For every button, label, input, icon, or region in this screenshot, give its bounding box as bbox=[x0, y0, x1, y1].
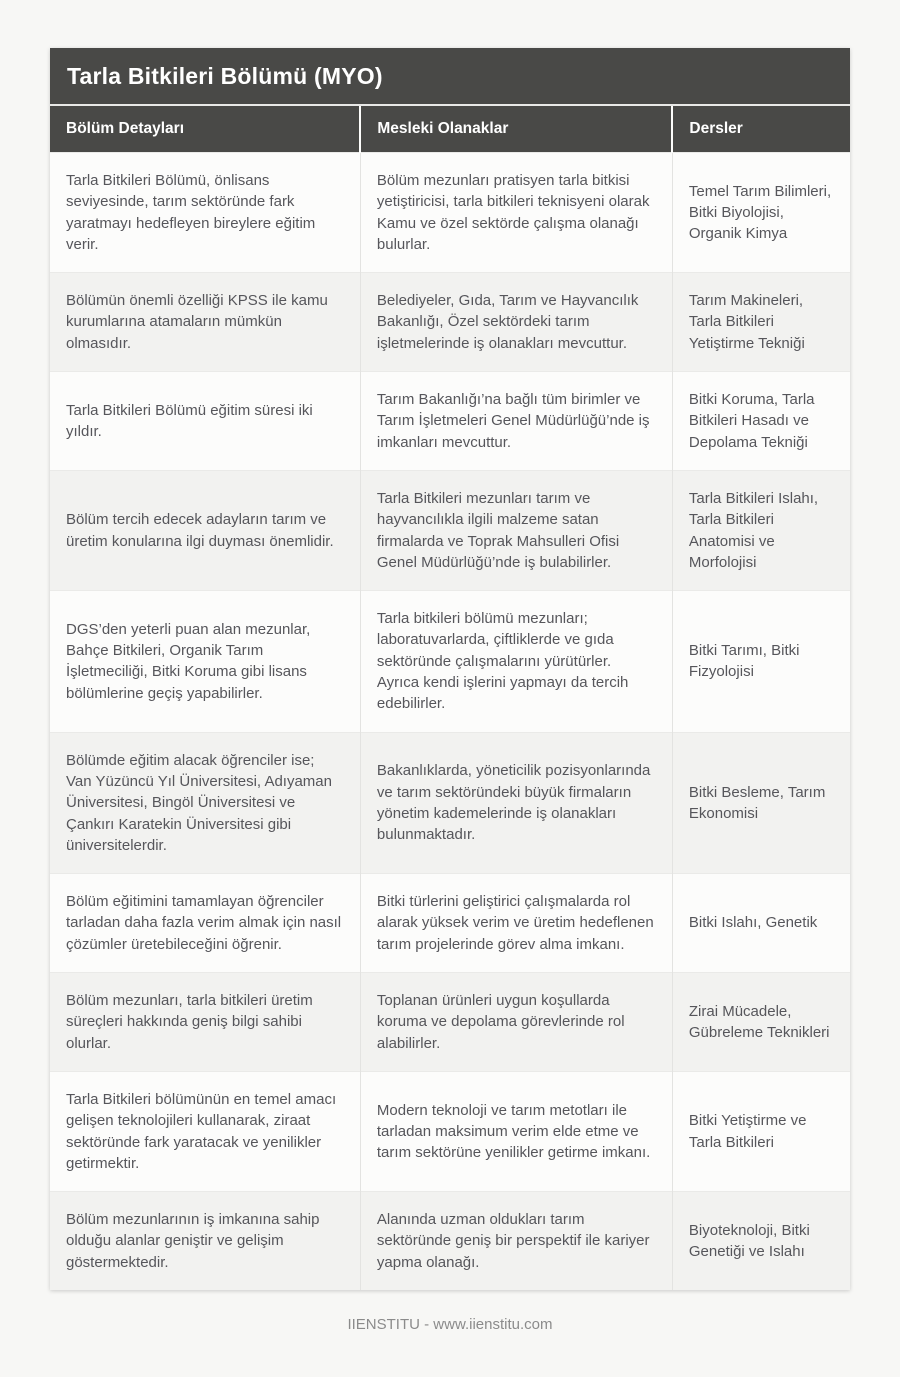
table-row bbox=[50, 470, 850, 590]
cell-bolum-detaylari: Tarla Bitkileri Bölümü, önlisans seviyesinde, tarım sektöründe fark yaratmayı hedefleyen bireylere eğitim verir. bbox=[50, 153, 360, 273]
table-row bbox=[50, 732, 850, 873]
cell-dersler: Bitki Besleme, Tarım Ekonomisi bbox=[672, 732, 850, 873]
cell-bolum-detaylari: Bölüm tercih edecek adayların tarım ve üretim konularına ilgi duyması önemlidir. bbox=[50, 470, 360, 590]
cell-bolum-detaylari: Bölüm mezunları, tarla bitkileri üretim süreçleri hakkında geniş bilgi sahibi olurlar. bbox=[50, 973, 360, 1072]
cell-mesleki-olanaklar: Modern teknoloji ve tarım metotları ile tarladan maksimum verim elde etme ve tarım sektörüne yenilikler getirme imkanı. bbox=[360, 1071, 672, 1191]
table-row bbox=[50, 591, 850, 732]
page-title: Tarla Bitkileri Bölümü (MYO) bbox=[50, 48, 850, 106]
cell-bolum-detaylari: Bölümün önemli özelliği KPSS ile kamu kurumlarına atamaların mümkün olmasıdır. bbox=[50, 273, 360, 372]
footer-text: IIENSTITU - www.iienstitu.com bbox=[347, 1315, 553, 1333]
cell-mesleki-olanaklar: Bitki türlerini geliştirici çalışmalarda rol alarak yüksek verim ve üretim hedeflenen tarım projelerinde görev alma imkanı. bbox=[360, 874, 672, 973]
cell-dersler: Bitki Koruma, Tarla Bitkileri Hasadı ve Depolama Tekniği bbox=[672, 372, 850, 471]
cell-mesleki-olanaklar: Tarla Bitkileri mezunları tarım ve hayvancılıkla ilgili malzeme satan firmalarda ve Toprak Mahsulleri Ofisi Genel Müdürlüğü’nde iş bulabilirler. bbox=[360, 470, 672, 590]
cell-dersler: Bitki Islahı, Genetik bbox=[672, 874, 850, 973]
table-body bbox=[50, 153, 850, 1290]
cell-bolum-detaylari: Bölümde eğitim alacak öğrenciler ise; Van Yüzüncü Yıl Üniversitesi, Adıyaman Üniversitesi, Bingöl Üniversitesi ve Çankırı Karatekin Üniversitesi gibi üniversitelerdir. bbox=[50, 732, 360, 873]
cell-bolum-detaylari: Bölüm mezunlarının iş imkanına sahip olduğu alanlar geniştir ve gelişim göstermektedir. bbox=[50, 1192, 360, 1290]
table-row bbox=[50, 973, 850, 1072]
cell-mesleki-olanaklar: Toplanan ürünleri uygun koşullarda koruma ve depolama görevlerinde rol alabilirler. bbox=[360, 973, 672, 1072]
cell-mesleki-olanaklar: Belediyeler, Gıda, Tarım ve Hayvancılık Bakanlığı, Özel sektördeki tarım işletmelerinde iş olanakları mevcuttur. bbox=[360, 273, 672, 372]
table-row bbox=[50, 273, 850, 372]
cell-mesleki-olanaklar: Bakanlıklarda, yöneticilik pozisyonlarında ve tarım sektöründeki büyük firmaların yönetim kademelerinde iş olanakları bulunmaktadır. bbox=[360, 732, 672, 873]
table-row bbox=[50, 1071, 850, 1191]
cell-dersler: Bitki Yetiştirme ve Tarla Bitkileri bbox=[672, 1071, 850, 1191]
course-table-card bbox=[50, 48, 850, 1290]
cell-dersler: Temel Tarım Bilimleri, Bitki Biyolojisi, Organik Kimya bbox=[672, 153, 850, 273]
column-header-dersler: Dersler bbox=[672, 106, 850, 153]
cell-dersler: Tarım Makineleri, Tarla Bitkileri Yetiştirme Tekniği bbox=[672, 273, 850, 372]
cell-mesleki-olanaklar: Alanında uzman oldukları tarım sektöründe geniş bir perspektif ile kariyer yapma olanağı. bbox=[360, 1192, 672, 1290]
cell-dersler: Tarla Bitkileri Islahı, Tarla Bitkileri Anatomisi ve Morfolojisi bbox=[672, 470, 850, 590]
cell-dersler: Bitki Tarımı, Bitki Fizyolojisi bbox=[672, 591, 850, 732]
cell-dersler: Zirai Mücadele, Gübreleme Teknikleri bbox=[672, 973, 850, 1072]
cell-bolum-detaylari: Tarla Bitkileri Bölümü eğitim süresi iki yıldır. bbox=[50, 372, 360, 471]
column-header-mesleki-olanaklar: Mesleki Olanaklar bbox=[360, 106, 672, 153]
cell-dersler: Biyoteknoloji, Bitki Genetiği ve Islahı bbox=[672, 1192, 850, 1290]
cell-bolum-detaylari: Tarla Bitkileri bölümünün en temel amacı gelişen teknolojileri kullanarak, ziraat sektöründe fark yaratacak ve yenilikler getirmektir. bbox=[50, 1071, 360, 1191]
table-row bbox=[50, 1192, 850, 1290]
cell-bolum-detaylari: DGS’den yeterli puan alan mezunlar, Bahçe Bitkileri, Organik Tarım İşletmeciliği, Bitki Koruma gibi lisans bölümlerine geçiş yapabilirler. bbox=[50, 591, 360, 732]
cell-bolum-detaylari: Bölüm eğitimini tamamlayan öğrenciler tarladan daha fazla verim almak için nasıl çözümler üretebileceğini öğrenir. bbox=[50, 874, 360, 973]
cell-mesleki-olanaklar: Bölüm mezunları pratisyen tarla bitkisi yetiştiricisi, tarla bitkileri teknisyeni olarak Kamu ve özel sektörde çalışma olanağı bulurlar. bbox=[360, 153, 672, 273]
table-header-row bbox=[50, 106, 850, 153]
cell-mesleki-olanaklar: Tarla bitkileri bölümü mezunları; laboratuvarlarda, çiftliklerde ve gıda sektöründe çalışmalarını yürütürler. Ayrıca kendi işlerini yapmayı da tercih edebilirler. bbox=[360, 591, 672, 732]
table-row bbox=[50, 874, 850, 973]
table-row bbox=[50, 372, 850, 471]
table-row bbox=[50, 153, 850, 273]
column-header-bolum-detaylari: Bölüm Detayları bbox=[50, 106, 360, 153]
info-table bbox=[50, 106, 850, 1290]
cell-mesleki-olanaklar: Tarım Bakanlığı’na bağlı tüm birimler ve Tarım İşletmeleri Genel Müdürlüğü’nde iş imkanları mevcuttur. bbox=[360, 372, 672, 471]
